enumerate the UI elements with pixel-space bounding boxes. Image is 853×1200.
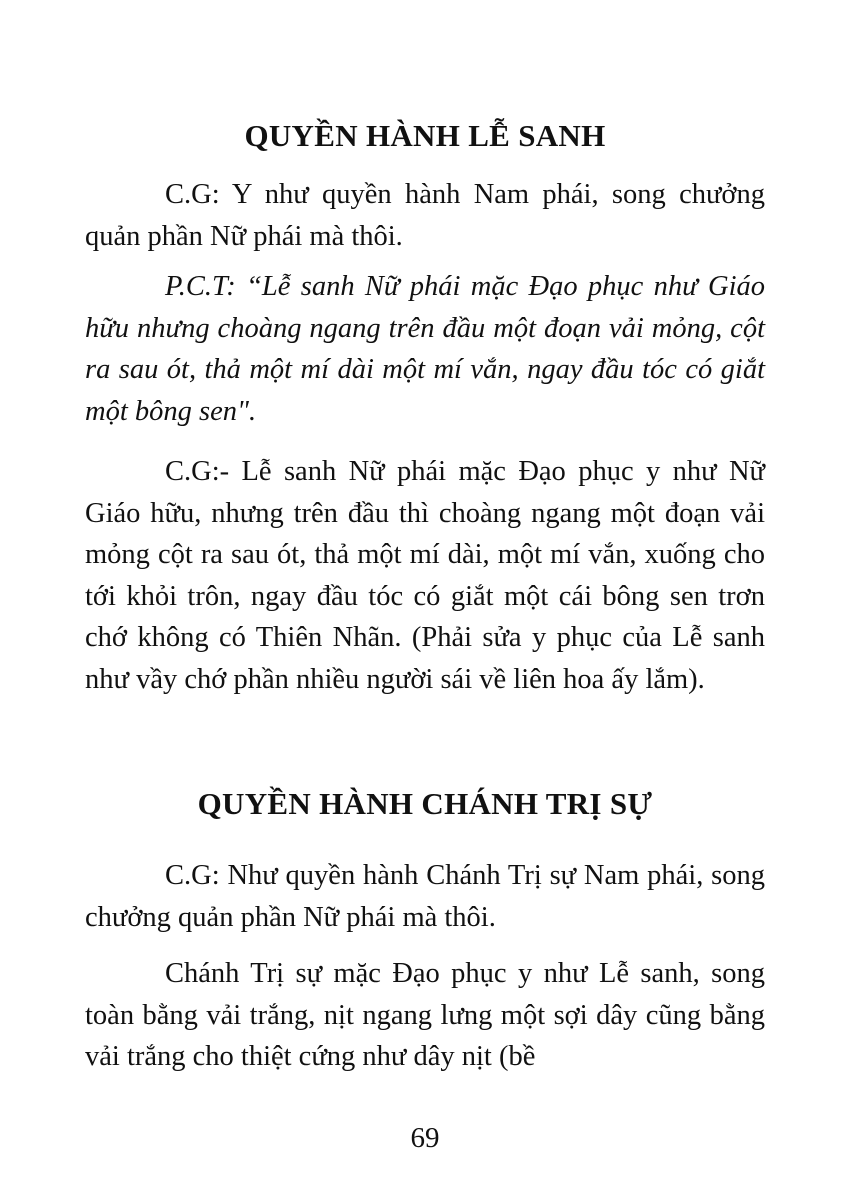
page-number: 69	[410, 1122, 440, 1154]
section-heading-le-sanh: QUYỀN HÀNH LỄ SANH	[244, 118, 606, 153]
document-page	[85, 0, 765, 1200]
paragraph-cg-chanh-tri-su-authority: C.G: Như quyền hành Chánh Trị sự Nam phái, song chưởng quản phần Nữ phái mà thôi.	[85, 860, 765, 933]
paragraph-cg-le-sanh-attire: C.G:- Lễ sanh Nữ phái mặc Đạo phục y như Nữ Giáo hữu, nhưng trên đầu thì choàng ngang một đoạn vải mỏng cột ra sau ót, thả một mí dài, một mí vắn, xuống cho tới khỏi trôn, ngay đầu tóc có giắt một cái bông sen trơn chớ không có Thiên Nhãn. (Phải sửa y phục của Lễ sanh như vầy chớ phần nhiều người sái về liên hoa ấy lắm).	[85, 456, 765, 695]
section-heading-chanh-tri-su: QUYỀN HÀNH CHÁNH TRỊ SỰ	[197, 786, 653, 821]
paragraph-chanh-tri-su-attire: Chánh Trị sự mặc Đạo phục y như Lễ sanh, song toàn bằng vải trắng, nịt ngang lưng một sợi dây cũng bằng vải trắng cho thiệt cứng như dây nịt (bề	[85, 958, 765, 1072]
paragraph-cg-le-sanh-authority: C.G: Y như quyền hành Nam phái, song chưởng quản phần Nữ phái mà thôi.	[85, 179, 765, 252]
paragraph-pct-le-sanh-attire: P.C.T: “Lễ sanh Nữ phái mặc Đạo phục như Giáo hữu nhưng choàng ngang trên đầu một đoạn vải mỏng, cột ra sau ót, thả một mí dài một mí vắn, ngay đầu tóc có giắt một bông sen".	[85, 271, 765, 427]
